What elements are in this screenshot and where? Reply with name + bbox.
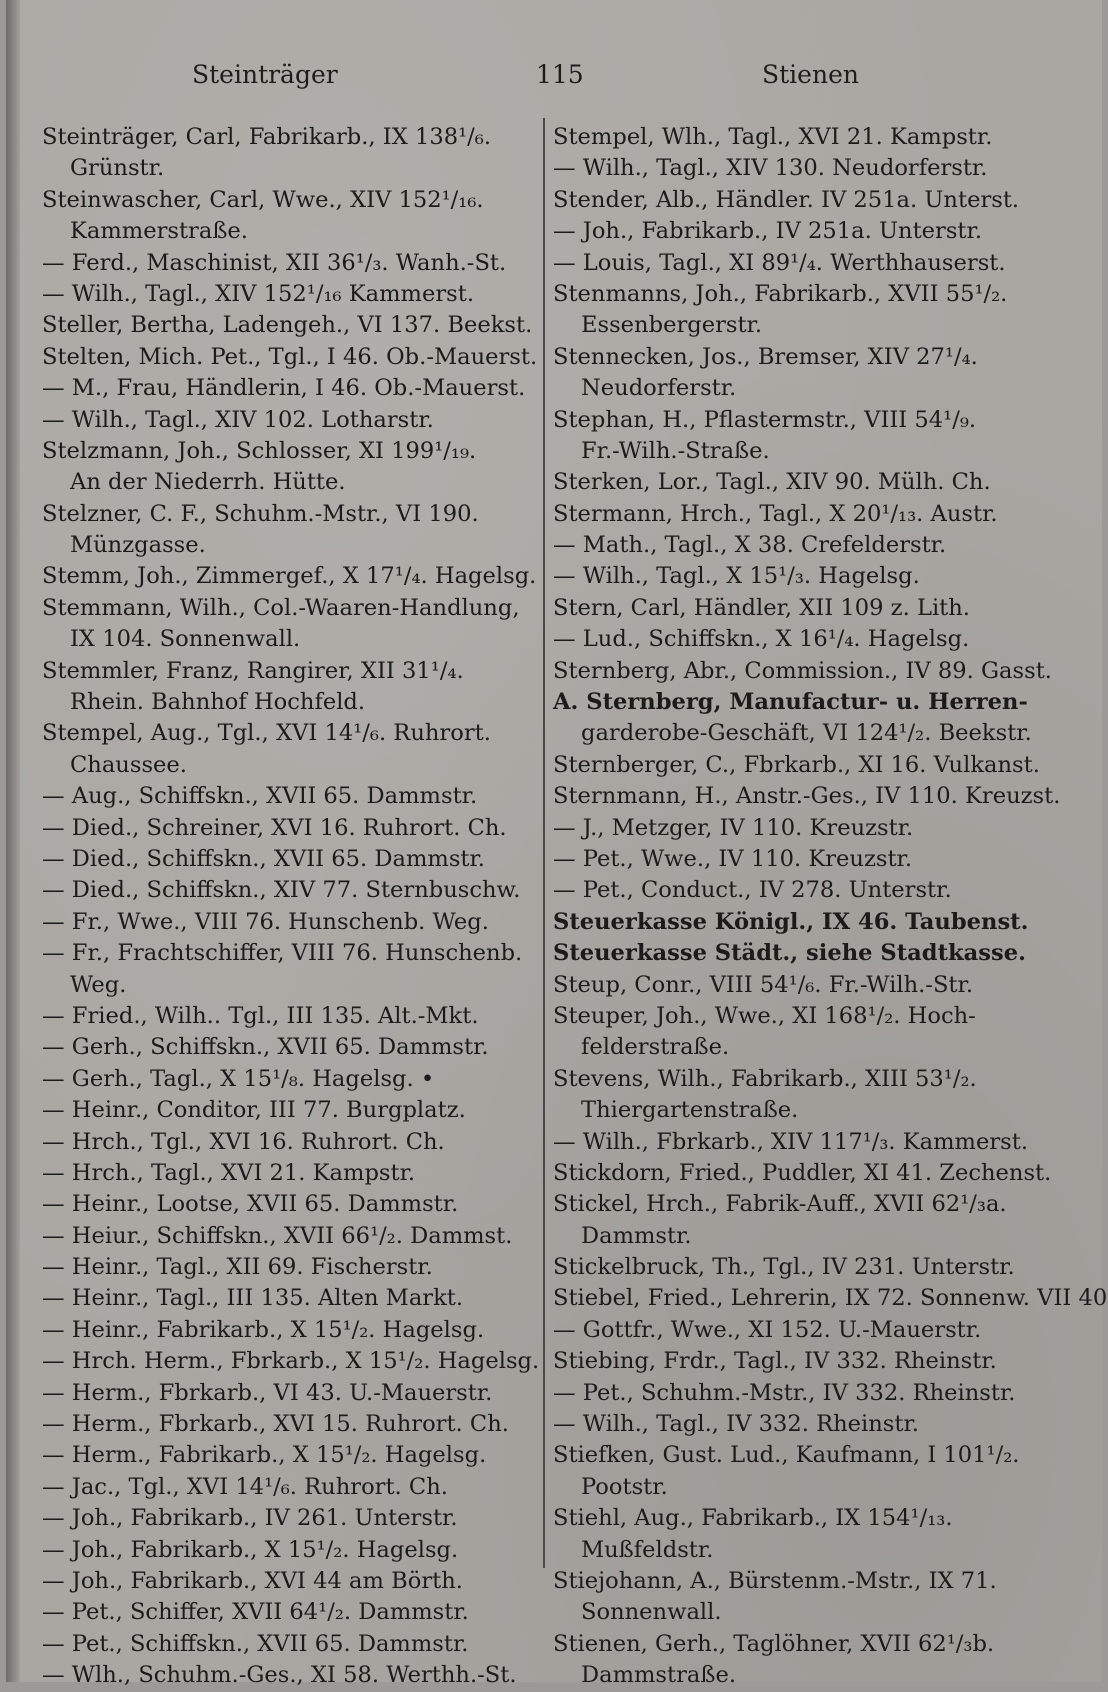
- entry-continuation-line: Essenbergerstr.: [581, 312, 763, 339]
- header-left-keyword: Steinträger: [192, 60, 338, 89]
- entry-continuation-line: Fr.-Wilh.-Straße.: [581, 437, 770, 464]
- page-number: 115: [536, 60, 584, 89]
- entry-continuation-line: garderobe-Geschäft, VI 124¹/₂. Beekstr.: [581, 720, 1032, 747]
- directory-entry: — Herm., Fbrkarb., VI 43. U.-Mauerstr.: [42, 1379, 493, 1406]
- directory-entry: Stenmanns, Joh., Fabrikarb., XVII 55¹/₂.: [553, 280, 1008, 307]
- directory-entry: Stiejohann, A., Bürstenm.-Mstr., IX 71.: [553, 1567, 997, 1594]
- directory-entry: Stevens, Wilh., Fabrikarb., XIII 53¹/₂.: [553, 1065, 977, 1092]
- directory-entry: — Wlh., Schuhm.-Ges., XI 58. Werthh.-St.: [42, 1662, 517, 1689]
- directory-entry: Stender, Alb., Händler. IV 251a. Unterst.: [553, 186, 1020, 213]
- directory-entry: Sterken, Lor., Tagl., XIV 90. Mülh. Ch.: [553, 469, 991, 496]
- directory-entry: Stiefken, Gust. Lud., Kaufmann, I 101¹/₂.: [553, 1442, 1020, 1469]
- directory-entry: — Heinr., Lootse, XVII 65. Dammstr.: [42, 1191, 459, 1218]
- directory-entry: — Fr., Wwe., VIII 76. Hunschenb. Weg.: [42, 908, 489, 935]
- directory-entry: Stelzmann, Joh., Schlosser, XI 199¹/₁₉.: [42, 437, 477, 464]
- directory-entry: Steuerkasse Städt., siehe Stadtkasse.: [553, 940, 1026, 967]
- directory-entry: Stienen, Gerh., Taglöhner, XVII 62¹/₃b.: [553, 1630, 995, 1657]
- directory-entry: Sternberg, Abr., Commission., IV 89. Gasst.: [553, 657, 1052, 684]
- directory-entry: — Gottfr., Wwe., XI 152. U.-Mauerstr.: [553, 1316, 982, 1343]
- directory-entry: Steinträger, Carl, Fabrikarb., IX 138¹/₆.: [42, 124, 492, 150]
- directory-entry: Steinwascher, Carl, Wwe., XIV 152¹/₁₆.: [42, 186, 484, 213]
- directory-entry: — Died., Schreiner, XVI 16. Ruhrort. Ch.: [42, 814, 507, 841]
- entry-continuation-line: Weg.: [70, 971, 127, 998]
- directory-entry: Steuerkasse Königl., IX 46. Taubenst.: [553, 908, 1029, 935]
- directory-entry: — Pet., Wwe., IV 110. Kreuzstr.: [553, 845, 913, 872]
- directory-entry: Stempel, Wlh., Tagl., XVI 21. Kampstr.: [553, 124, 993, 150]
- directory-entry: — Pet., Schuhm.-Mstr., IV 332. Rheinstr.: [553, 1379, 1016, 1406]
- page-header: [6, 60, 1102, 96]
- entry-continuation-line: IX 104. Sonnenwall.: [70, 626, 301, 653]
- directory-entry: Stelten, Mich. Pet., Tgl., I 46. Ob.-Mauerst.: [42, 343, 538, 370]
- directory-entry: Stephan, H., Pflastermstr., VIII 54¹/₉.: [553, 406, 977, 433]
- directory-entry: — Aug., Schiffskn., XVII 65. Dammstr.: [42, 783, 478, 810]
- book-spine: [6, 0, 20, 1682]
- entry-continuation-line: Chaussee.: [70, 751, 187, 778]
- directory-entry: — Fried., Wilh.. Tgl., III 135. Alt.-Mkt.: [42, 1002, 479, 1029]
- directory-entry: — Jac., Tgl., XVI 14¹/₆. Ruhrort. Ch.: [42, 1473, 448, 1500]
- entry-continuation-line: Neudorferstr.: [581, 375, 737, 402]
- directory-entry: Stemm, Joh., Zimmergef., X 17¹/₄. Hagelsg.: [42, 563, 537, 590]
- directory-entry: — Pet., Schiffskn., XVII 65. Dammstr.: [42, 1630, 469, 1657]
- directory-entry: Stern, Carl, Händler, XII 109 z. Lith.: [553, 594, 970, 621]
- directory-entry: — Hrch. Herm., Fbrkarb., X 15¹/₂. Hagelsg.: [42, 1348, 540, 1375]
- directory-entry: — Ferd., Maschinist, XII 36¹/₃. Wanh.-St.: [42, 249, 507, 276]
- directory-entry: Stiebing, Frdr., Tagl., IV 332. Rheinstr.: [553, 1348, 997, 1375]
- directory-entry: — Wilh., Tagl., X 15¹/₃. Hagelsg.: [553, 563, 920, 590]
- directory-entry: Stiehl, Aug., Fabrikarb., IX 154¹/₁₃.: [553, 1505, 953, 1532]
- directory-page: [6, 0, 1108, 1689]
- directory-entry: — Joh., Fabrikarb., IV 261. Unterstr.: [42, 1505, 458, 1532]
- entry-continuation-line: Münzgasse.: [70, 532, 206, 559]
- directory-entry: Sternberger, C., Fbrkarb., XI 16. Vulkanst.: [553, 751, 1040, 778]
- directory-entry: Stickel, Hrch., Fabrik-Auff., XVII 62¹/₃a.: [553, 1191, 1007, 1218]
- directory-entry: — Pet., Schiffer, XVII 64¹/₂. Dammstr.: [42, 1599, 469, 1626]
- directory-entry: — Pet., Conduct., IV 278. Unterstr.: [553, 877, 952, 904]
- directory-entry: — Lud., Schiffskn., X 16¹/₄. Hagelsg.: [553, 626, 970, 653]
- directory-entry: — Hrch., Tagl., XVI 21. Kampstr.: [42, 1159, 416, 1186]
- directory-entry: — Joh., Fabrikarb., X 15¹/₂. Hagelsg.: [42, 1536, 459, 1563]
- directory-entry: — Hrch., Tgl., XVI 16. Ruhrort. Ch.: [42, 1128, 445, 1155]
- directory-entry: — Wilh., Fbrkarb., XIV 117¹/₃. Kammerst.: [553, 1128, 1029, 1155]
- directory-entry: — Died., Schiffskn., XVII 65. Dammstr.: [42, 845, 485, 872]
- directory-entry: — Gerh., Tagl., X 15¹/₈. Hagelsg. •: [42, 1065, 435, 1092]
- directory-entry: — M., Frau, Händlerin, I 46. Ob.-Mauerst.: [42, 375, 526, 402]
- directory-entry: Stermann, Hrch., Tagl., X 20¹/₁₃. Austr.: [553, 500, 998, 527]
- directory-entry: — Louis, Tagl., XI 89¹/₄. Werthhauserst.: [553, 249, 1006, 276]
- directory-entry: — Wilh., Tagl., IV 332. Rheinstr.: [553, 1411, 919, 1438]
- directory-entry: Stemmler, Franz, Rangirer, XII 31¹/₄.: [42, 657, 464, 684]
- directory-entry: Steup, Conr., VIII 54¹/₆. Fr.-Wilh.-Str.: [553, 971, 974, 998]
- directory-entry: Stiebel, Fried., Lehrerin, IX 72. Sonnenw. VII 40: [553, 1285, 1108, 1312]
- directory-entry: Stickdorn, Fried., Puddler, XI 41. Zechenst.: [553, 1159, 1052, 1186]
- directory-entry: A. Sternberg, Manufactur- u. Herren-: [553, 689, 1028, 716]
- entry-continuation-line: Mußfeldstr.: [581, 1536, 714, 1563]
- directory-entry: Stelzner, C. F., Schuhm.-Mstr., VI 190.: [42, 500, 479, 527]
- directory-entry: — Wilh., Tagl., XIV 130. Neudorferstr.: [553, 155, 988, 182]
- entry-continuation-line: Sonnenwall.: [581, 1599, 722, 1626]
- header-right-keyword: Stienen: [762, 60, 859, 89]
- directory-entry: — Heinr., Fabrikarb., X 15¹/₂. Hagelsg.: [42, 1316, 485, 1343]
- entry-continuation-line: Thiergartenstraße.: [581, 1097, 799, 1124]
- right-column: [553, 122, 1108, 1692]
- directory-entry: — J., Metzger, IV 110. Kreuzstr.: [553, 814, 914, 841]
- directory-entry: — Math., Tagl., X 38. Crefelderstr.: [553, 532, 947, 559]
- directory-entry: — Heinr., Tagl., III 135. Alten Markt.: [42, 1285, 464, 1312]
- directory-entry: Steuper, Joh., Wwe., XI 168¹/₂. Hoch-: [553, 1002, 976, 1029]
- directory-entry: Stennecken, Jos., Bremser, XIV 27¹/₄.: [553, 343, 978, 370]
- directory-entry: Stemmann, Wilh., Col.-Waaren-Handlung,: [42, 594, 520, 621]
- column-divider: [543, 118, 545, 1568]
- directory-entry: — Fr., Frachtschiffer, VIII 76. Hunschenb.: [42, 940, 523, 967]
- entry-continuation-line: An der Niederrh. Hütte.: [70, 469, 346, 496]
- directory-entry: — Wilh., Tagl., XIV 152¹/₁₆ Kammerst.: [42, 280, 474, 307]
- directory-entry: — Heiur., Schiffskn., XVII 66¹/₂. Dammst.: [42, 1222, 513, 1249]
- entry-continuation-line: Dammstraße.: [581, 1662, 737, 1689]
- directory-entry: — Herm., Fabrikarb., X 15¹/₂. Hagelsg.: [42, 1442, 487, 1469]
- directory-entry: — Joh., Fabrikarb., XVI 44 am Börth.: [42, 1567, 463, 1594]
- directory-entry: Stempel, Aug., Tgl., XVI 14¹/₆. Ruhrort.: [42, 720, 491, 747]
- entry-continuation-line: Pootstr.: [581, 1473, 668, 1500]
- directory-entry: Sternmann, H., Anstr.-Ges., IV 110. Kreuzst.: [553, 783, 1061, 810]
- directory-entry: — Died., Schiffskn., XIV 77. Sternbuschw.: [42, 877, 521, 904]
- directory-entry: — Joh., Fabrikarb., IV 251a. Unterstr.: [553, 218, 983, 245]
- left-column: [42, 122, 542, 1692]
- entry-continuation-line: Rhein. Bahnhof Hochfeld.: [70, 689, 366, 716]
- directory-entry: Steller, Bertha, Ladengeh., VI 137. Beekst.: [42, 312, 533, 339]
- directory-entry: — Heinr., Tagl., XII 69. Fischerstr.: [42, 1254, 433, 1281]
- entry-continuation-line: Dammstr.: [581, 1222, 692, 1249]
- entry-continuation-line: felderstraße.: [581, 1034, 730, 1061]
- directory-entry: — Wilh., Tagl., XIV 102. Lotharstr.: [42, 406, 434, 433]
- entry-continuation-line: Kammerstraße.: [70, 218, 248, 245]
- directory-entry: — Heinr., Conditor, III 77. Burgplatz.: [42, 1097, 466, 1124]
- directory-entry: — Gerh., Schiffskn., XVII 65. Dammstr.: [42, 1034, 489, 1061]
- entry-continuation-line: Grünstr.: [70, 155, 165, 182]
- directory-entry: — Herm., Fbrkarb., XVI 15. Ruhrort. Ch.: [42, 1411, 509, 1438]
- directory-entry: Stickelbruck, Th., Tgl., IV 231. Unterstr.: [553, 1254, 1015, 1281]
